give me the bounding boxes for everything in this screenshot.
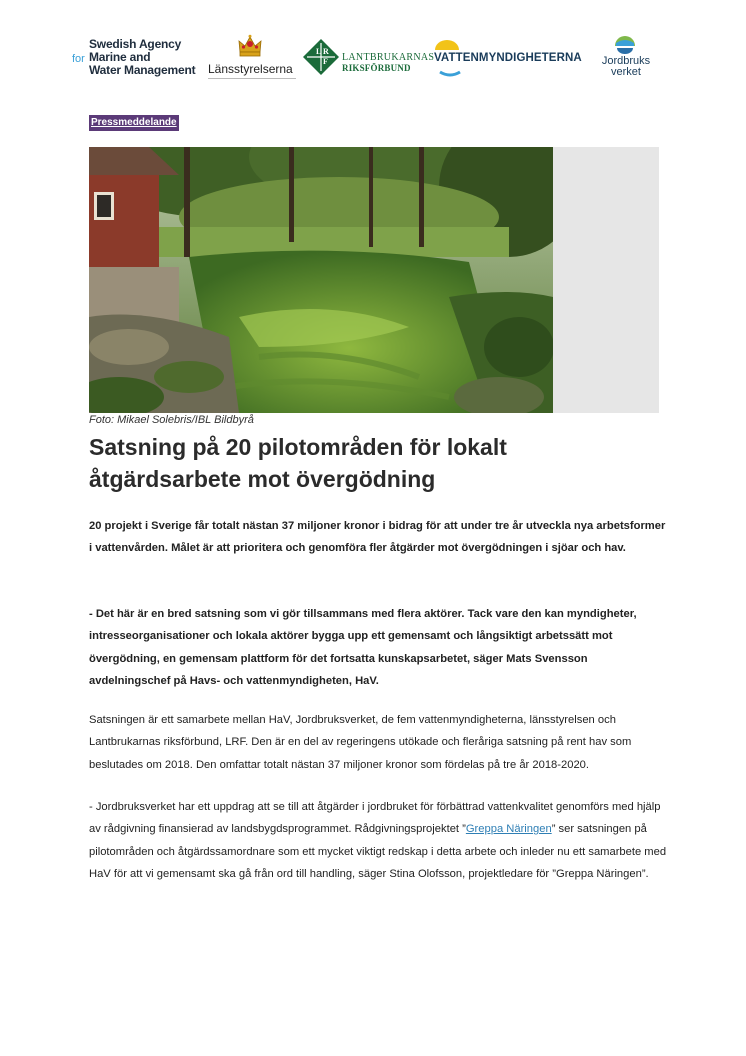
hav-logo-line3: Water Management (89, 63, 196, 77)
vattenmyndigheterna-logo (434, 38, 596, 78)
lrf-text-line1: LANTBRUKARNAS (342, 52, 435, 63)
lansstyrelserna-text: Länsstyrelserna (208, 62, 293, 76)
hav-logo-line1: Swedish Agency (89, 37, 182, 51)
article-title: Satsning på 20 pilotområden för lokalt åtgärdsarbete mot övergödning (89, 434, 507, 492)
press-photo (89, 147, 553, 413)
photo-side-panel (553, 147, 659, 413)
svg-text:F: F (323, 57, 328, 66)
body-paragraph-2 (89, 796, 669, 885)
jordbruksverket-line1: Jordbruks (601, 55, 651, 67)
lrf-logo (302, 38, 435, 78)
svg-text:R: R (323, 47, 329, 56)
lrf-diamond-icon (302, 38, 340, 76)
intro-paragraph: 20 projekt i Sverige får totalt nästan 37 miljoner kronor i bidrag för att under tre år utveckla nya arbetsformer i vattenvården. Målet är att prioritera och genomföra fler åtgärder mot övergödningen i sjöar och hav. (89, 520, 666, 555)
body-paragraph-1: Satsningen är ett samarbete mellan HaV, Jordbruksverket, de fem vattenmyndigheterna, länsstyrelsen och Lantbrukarnas riksförbund, LRF. Den är en del av regeringens utökade och fleråriga satsning på rent hav som beslutades om 2018. Den omfattar totalt nästan 37 miljoner kronor som fördelas på tre år 2018-2020. (89, 714, 632, 771)
logo-underline (208, 78, 296, 79)
lansstyrelserna-logo (208, 34, 298, 84)
photo-caption: Foto: Mikael Solebris/IBL Bildbyrå (89, 414, 254, 426)
jordbruksverket-logo (596, 34, 656, 84)
landscape-icon (613, 34, 637, 56)
hav-logo (72, 38, 208, 80)
body-paragraph-2-start: - Jordbruksverket har ett uppdrag att se till att åtgärder i jordbruket för förbättrad vattenkvalitet genomförs med hjälp av rådgivning finansierad av landsbygdsprogrammet. Rådgivningsprojektet ” (89, 801, 661, 836)
crown-icon (237, 34, 263, 60)
pond-photo-image (89, 147, 553, 413)
press-release-label[interactable]: Pressmeddelande (89, 115, 179, 131)
svg-text:L: L (316, 47, 322, 56)
vattenmyndigheterna-text: VATTENMYNDIGHETERNA (434, 52, 582, 64)
hav-logo-for: for (72, 53, 85, 65)
body-paragraph-2-end: ” ser satsningen på pilotområden och åtgärdssamordnare som ett mycket viktigt redskap i detta arbete och inleder nu ett samarbete med HaV för att vi gemensamt ska gå från ord till handling, säger Stina Olofsson, projektledare för ”Greppa Näringen”. (89, 823, 667, 880)
hav-logo-line2: Marine and (89, 50, 151, 64)
greppa-naringen-link[interactable]: Greppa Näringen (465, 823, 552, 836)
lrf-text-line2: RIKSFÖRBUND (342, 63, 411, 73)
jordbruksverket-line2: verket (611, 66, 641, 78)
logo-header (72, 34, 682, 84)
quote-paragraph: - Det här är en bred satsning som vi gör tillsammans med flera aktörer. Tack vare den kan myndigheter, intresseorganisationer och lokala aktörer bygga upp ett gemensamt och långsiktigt arbetssätt mot övergödning, en gemensam plattform för det fortsatta kunskapsarbetet, säger Mats Svensson avdelningschef på Havs- och vattenmyndigheten, HaV. (89, 608, 637, 687)
